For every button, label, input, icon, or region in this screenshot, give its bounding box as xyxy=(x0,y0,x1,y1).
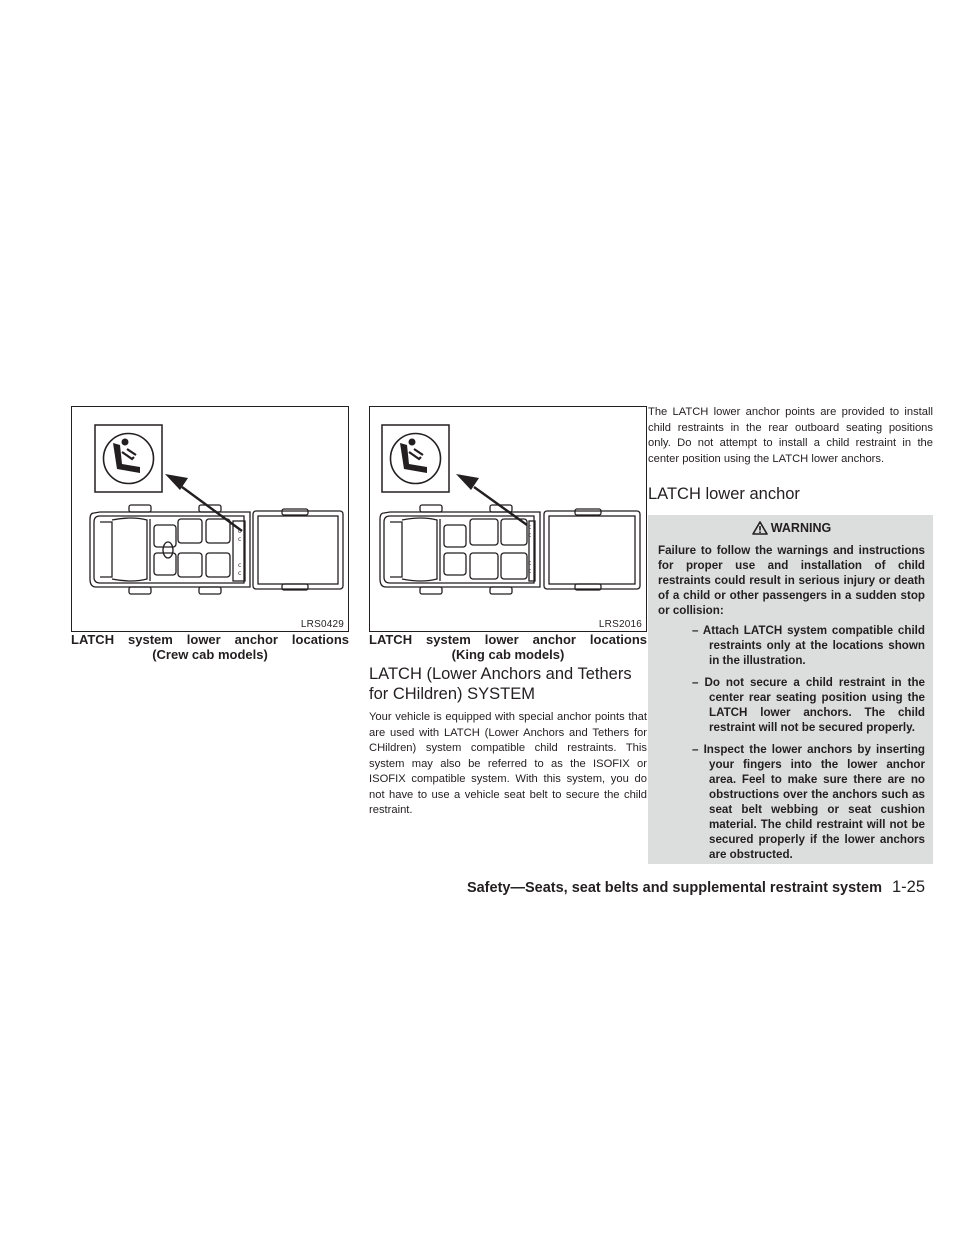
latch-intro-paragraph: The LATCH lower anchor points are provided to install child restraints in the rear outboard seating positions only. Do not attempt to install a child restraint in the center position using the LATCH lower anchors. xyxy=(648,406,933,465)
icon-frame xyxy=(95,425,162,492)
warning-box xyxy=(648,515,933,864)
warning-intro: Failure to follow the warnings and instructions for proper use and installation of child restraints could result in serious injury or death of a child or other passengers in a sudden stop or collision: xyxy=(658,544,925,617)
svg-text:c: c xyxy=(238,536,242,543)
warning-item: – Do not secure a child restraint in the center rear seating position using the LATCH lower anchors. The child restraint will not be secured properly. xyxy=(692,676,925,734)
warning-header xyxy=(658,521,925,535)
icon-frame xyxy=(382,425,449,492)
anchor-arrow xyxy=(456,474,527,525)
crew-cab-diagram xyxy=(72,407,348,631)
svg-text:c: c xyxy=(238,562,242,569)
figure-caption-king xyxy=(369,632,647,662)
caption-line-2: (Crew cab models) xyxy=(152,647,268,662)
anchor-marks xyxy=(238,528,241,577)
lower-anchor-subheading: LATCH lower anchor xyxy=(648,485,800,503)
latch-section-heading: LATCH (Lower Anchors and Tethers for CHildren) SYSTEM xyxy=(369,665,632,703)
figure-crew-cab xyxy=(71,406,349,632)
svg-text:c: c xyxy=(238,570,242,577)
svg-text:c: c xyxy=(528,560,532,567)
warning-title: WARNING xyxy=(770,521,832,535)
svg-text:c: c xyxy=(528,524,532,531)
caption-line-1: LATCH system lower anchor locations xyxy=(71,632,349,647)
warning-item: – Attach LATCH system compatible child restraints only at the locations shown in the illustration. xyxy=(692,624,925,667)
latch-description-paragraph: Your vehicle is equipped with special anchor points that are used with LATCH (Lower Anchors and Tethers for CHildren) system compatible child restraints. This system may also be referred to as the ISOFIX or ISOFIX compatible system. With this system, you do not have to use a vehicle seat belt to secure the child restraint. xyxy=(369,711,647,816)
svg-text:c: c xyxy=(238,528,242,535)
figure-king-cab xyxy=(369,406,647,632)
warning-triangle-icon xyxy=(752,521,768,535)
figure-code: LRS2016 xyxy=(598,619,642,630)
figure-code: LRS0429 xyxy=(300,619,344,630)
svg-text:c: c xyxy=(528,568,532,575)
figure-caption-crew xyxy=(71,632,349,662)
page-footer xyxy=(467,878,925,897)
warning-item: – Inspect the lower anchors by inserting your fingers into the lower anchor area. Feel to make sure there are no obstructions over the anchors such as seat belt webbing or seat cushion material. The child restraint will not be secured properly if the lower anchors are obstructed. xyxy=(692,743,925,861)
caption-line-2: (King cab models) xyxy=(451,647,565,662)
caption-line-1: LATCH system lower anchor locations xyxy=(369,632,647,647)
truck-body xyxy=(380,505,640,594)
king-cab-diagram xyxy=(370,407,646,631)
svg-text:c: c xyxy=(528,532,532,539)
page-number: 1-25 xyxy=(891,878,925,896)
truck-body xyxy=(90,505,343,594)
footer-section-title: Safety—Seats, seat belts and supplemental restraint system xyxy=(466,880,882,896)
